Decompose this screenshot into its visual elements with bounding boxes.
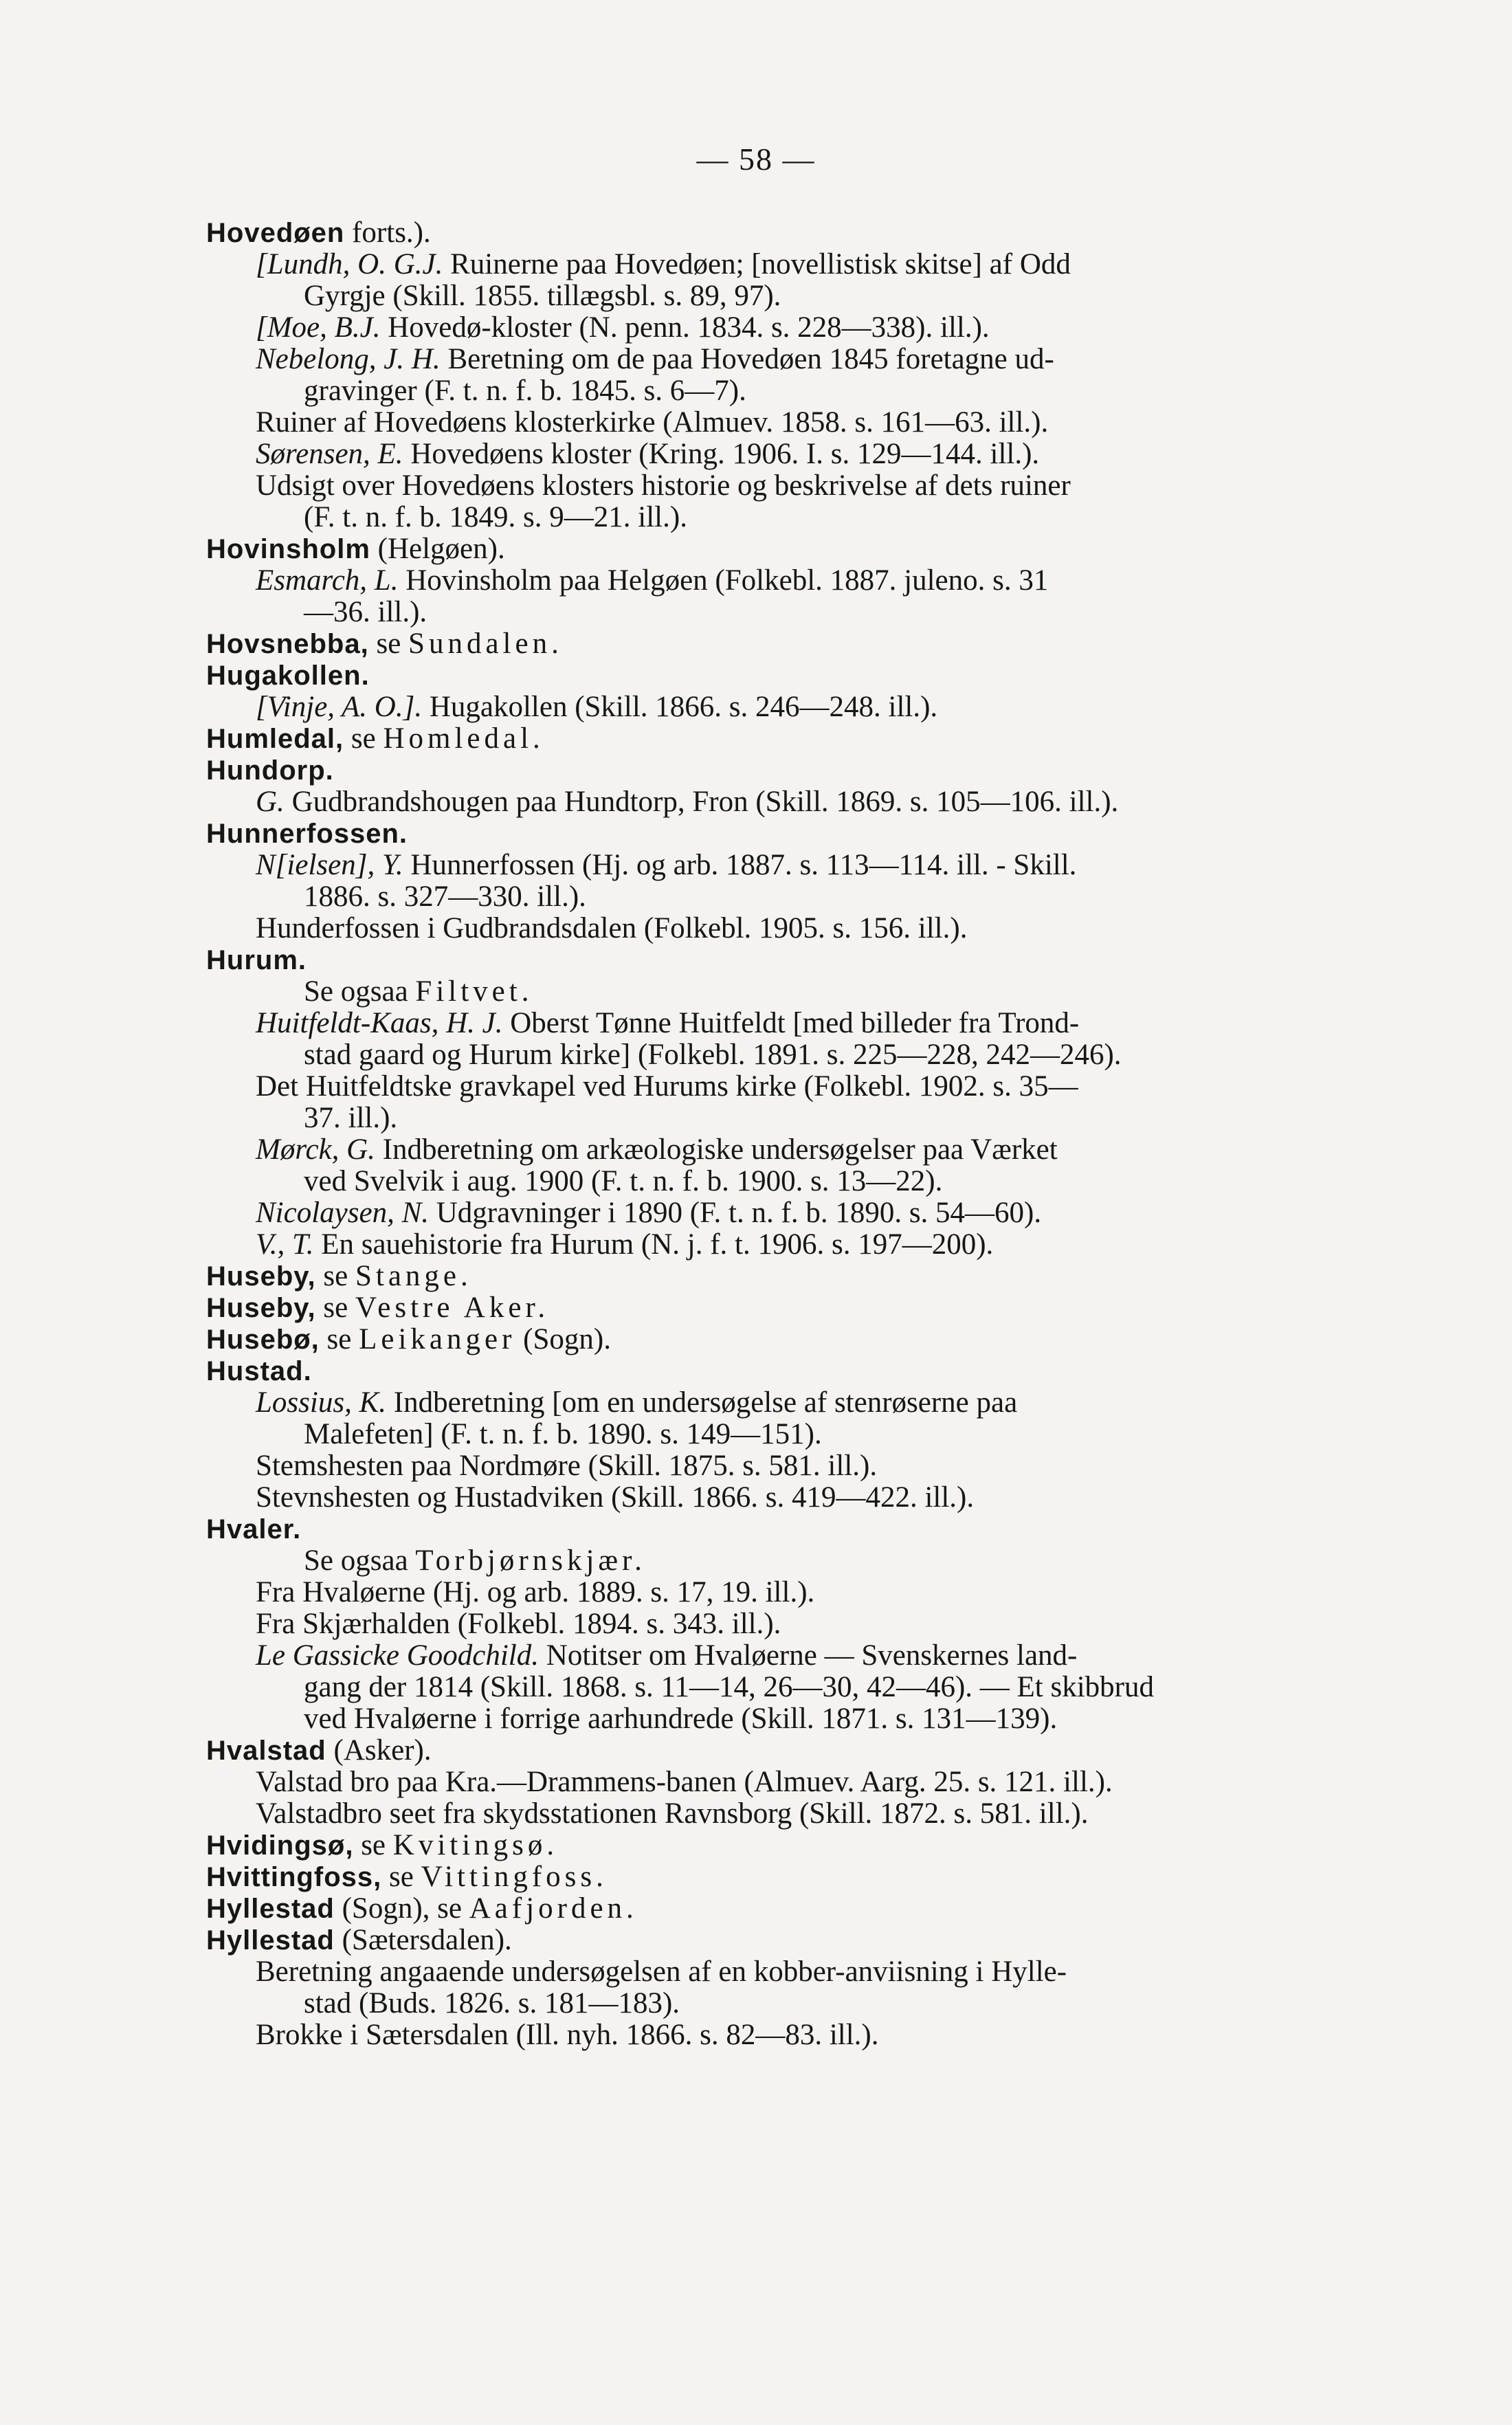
- author-name: [Vinje, A. O.].: [256, 691, 423, 723]
- entry-text: Stevnshesten og Hustadviken (Skill. 1866. s. 419—422. ill.).: [256, 1481, 975, 1514]
- headword: Hovedøen: [206, 218, 345, 248]
- index-headword-line: [206, 944, 1378, 976]
- index-continuation-line: [206, 1103, 1378, 1134]
- cross-reference: Kvitingsø.: [392, 1829, 559, 1861]
- author-name: Huitfeldt-Kaas, H. J.: [256, 1007, 503, 1039]
- author-name: [Moe, B.J.: [256, 311, 381, 344]
- headword: Hovinsholm: [206, 534, 370, 564]
- index-reference-line: [206, 1071, 1378, 1103]
- index-headword-line: [206, 755, 1378, 786]
- entry-text: Indberetning om arkæologiske undersøgelser paa Værket: [375, 1133, 1058, 1166]
- entry-text: Stemshesten paa Nordmøre (Skill. 1875. s. 581. ill.).: [256, 1450, 878, 1482]
- entry-text: Beretning angaaende undersøgelsen af en kobber-anviisning i Hylle-: [256, 1956, 1067, 1988]
- index-continuation-line: [206, 881, 1378, 913]
- cross-reference: Stange.: [355, 1260, 472, 1292]
- index-headword-line: [206, 723, 1378, 755]
- index-continuation-line: [206, 597, 1378, 628]
- author-name: G.: [256, 786, 285, 818]
- index-headword-line: [206, 1324, 1378, 1355]
- entry-text: (Helgøen).: [370, 533, 505, 565]
- author-name: [Lundh, O. G.J.: [256, 248, 443, 280]
- entry-text: se: [381, 1861, 421, 1893]
- author-name: Nicolaysen, N.: [256, 1197, 429, 1229]
- entry-text: —36. ill.).: [304, 596, 427, 628]
- author-name: N[ielsen], Y.: [256, 849, 403, 881]
- entry-text: (Asker).: [326, 1734, 432, 1767]
- index-reference-line: [206, 1134, 1378, 1166]
- headword: Hyllestad: [206, 1894, 335, 1924]
- headword: Husebø,: [206, 1325, 320, 1355]
- entry-text: se: [319, 1323, 359, 1355]
- index-reference-line: [206, 786, 1378, 818]
- entry-text: Fra Skjærhalden (Folkebl. 1894. s. 343. ill.).: [256, 1608, 781, 1640]
- cross-reference: Leikanger: [359, 1323, 516, 1355]
- entry-text: 37. ill.).: [304, 1102, 398, 1134]
- index-continuation-line: [206, 1988, 1378, 2019]
- index-continuation-line: [206, 1039, 1378, 1071]
- author-name: Nebelong, J. H.: [256, 343, 441, 375]
- entry-text: ved Svelvik i aug. 1900 (F. t. n. f. b. 1900. s. 13—22).: [304, 1165, 943, 1197]
- entry-text: Hovinsholm paa Helgøen (Folkebl. 1887. juleno. s. 31: [398, 564, 1049, 597]
- entry-text: Gyrgje (Skill. 1855. tillægsbl. s. 89, 97).: [304, 280, 781, 312]
- index-headword-line: [206, 1735, 1378, 1767]
- index-headword-line: [206, 533, 1378, 565]
- entry-text: se: [344, 722, 383, 755]
- entry-text: Indberetning [om en undersøgelse af stenrøserne paa: [386, 1386, 1018, 1419]
- entry-text: Gudbrandshougen paa Hundtorp, Fron (Skill. 1869. s. 105—106. ill.).: [284, 786, 1119, 818]
- headword: Hovsnebba,: [206, 629, 369, 659]
- index-reference-line: [206, 312, 1378, 344]
- index-reference-line: [206, 1482, 1378, 1514]
- index-reference-line: [206, 913, 1378, 944]
- entry-text: gang der 1814 (Skill. 1868. s. 11—14, 26—30, 42—46). — Et skibbrud: [304, 1671, 1154, 1703]
- cross-reference: Torbjørnskjær.: [415, 1544, 646, 1577]
- cross-reference: Filtvet.: [415, 975, 533, 1008]
- index-reference-line: [206, 1008, 1378, 1039]
- index-reference-line: [206, 344, 1378, 375]
- index-reference-line: [206, 439, 1378, 470]
- index-headword-line: [206, 1861, 1378, 1893]
- index-entries: [206, 217, 1378, 2051]
- index-reference-line: [206, 1608, 1378, 1640]
- index-reference-line: [206, 1956, 1378, 1988]
- author-name: Le Gassicke Goodchild.: [256, 1639, 540, 1672]
- index-headword-line: [206, 660, 1378, 691]
- entry-text: se: [368, 628, 409, 660]
- index-headword-line: [206, 1925, 1378, 1956]
- index-headword-line: [206, 217, 1378, 249]
- index-continuation-line: [206, 280, 1378, 312]
- entry-text: (Sætersdalen).: [334, 1924, 512, 1956]
- index-continuation-line: [206, 1166, 1378, 1197]
- index-headword-line: [206, 818, 1378, 850]
- entry-text: Se ogsaa: [304, 975, 416, 1008]
- entry-text: forts.).: [344, 217, 431, 249]
- index-headword-line: [206, 1830, 1378, 1861]
- index-reference-line: [206, 1229, 1378, 1261]
- index-reference-line: [206, 850, 1378, 881]
- index-headword-line: [206, 1514, 1378, 1545]
- index-headword-line: [206, 628, 1378, 660]
- index-reference-line: [206, 470, 1378, 502]
- headword: Hundorp.: [206, 755, 334, 786]
- index-reference-line: [206, 1577, 1378, 1608]
- index-continuation-line: [206, 1703, 1378, 1735]
- index-continuation-line: [206, 1419, 1378, 1450]
- entry-text: En sauehistorie fra Hurum (N. j. f. t. 1906. s. 197—200).: [313, 1228, 994, 1261]
- index-reference-line: [206, 1767, 1378, 1798]
- entry-text: Ruiner af Hovedøens klosterkirke (Almuev. 1858. s. 161—63. ill.).: [256, 406, 1049, 439]
- headword: Hunnerfossen.: [206, 819, 408, 849]
- entry-text: Brokke i Sætersdalen (Ill. nyh. 1866. s. 82—83. ill.).: [256, 2019, 879, 2051]
- entry-text: stad (Buds. 1826. s. 181—183).: [304, 1987, 680, 2019]
- index-reference-line: [206, 407, 1378, 439]
- headword: Humledal,: [206, 724, 344, 754]
- entry-text: Valstad bro paa Kra.—Drammens-banen (Almuev. Aarg. 25. s. 121. ill.).: [256, 1766, 1113, 1798]
- index-headword-line: [206, 1893, 1378, 1925]
- index-see-also-line: [206, 976, 1378, 1008]
- entry-text: gravinger (F. t. n. f. b. 1845. s. 6—7).: [304, 375, 746, 407]
- index-continuation-line: [206, 502, 1378, 533]
- index-reference-line: [206, 565, 1378, 597]
- entry-text: Fra Hvaløerne (Hj. og arb. 1889. s. 17, 19. ill.).: [256, 1576, 815, 1608]
- index-reference-line: [206, 1798, 1378, 1830]
- index-reference-line: [206, 1450, 1378, 1482]
- entry-text: Hovedøens kloster (Kring. 1906. I. s. 129—144. ill.).: [403, 438, 1040, 470]
- entry-text: (Sogn), se: [334, 1892, 469, 1925]
- headword: Hugakollen.: [206, 661, 370, 691]
- index-reference-line: [206, 1640, 1378, 1672]
- entry-text: (F. t. n. f. b. 1849. s. 9—21. ill.).: [304, 501, 687, 533]
- entry-text: Malefeten] (F. t. n. f. b. 1890. s. 149—151).: [304, 1418, 822, 1450]
- entry-text: stad gaard og Hurum kirke] (Folkebl. 1891. s. 225—228, 242—246).: [304, 1039, 1122, 1071]
- cross-reference: Sundalen.: [408, 628, 563, 660]
- headword: Hustad.: [206, 1356, 312, 1386]
- index-continuation-line: [206, 375, 1378, 407]
- entry-text: Valstadbro seet fra skydsstationen Ravnsborg (Skill. 1872. s. 581. ill.).: [256, 1797, 1089, 1830]
- headword: Hvalstad: [206, 1736, 326, 1766]
- index-headword-line: [206, 1355, 1378, 1387]
- headword: Huseby,: [206, 1261, 316, 1292]
- cross-reference: Aafjorden.: [469, 1892, 638, 1925]
- entry-text: Udgravninger i 1890 (F. t. n. f. b. 1890. s. 54—60).: [429, 1197, 1042, 1229]
- index-see-also-line: [206, 1545, 1378, 1577]
- entry-text: Det Huitfeldtske gravkapel ved Hurums kirke (Folkebl. 1902. s. 35—: [256, 1070, 1078, 1103]
- cross-reference: Vestre Aker.: [355, 1292, 550, 1324]
- index-reference-line: [206, 249, 1378, 280]
- headword: Hyllestad: [206, 1925, 335, 1956]
- index-headword-line: [206, 1292, 1378, 1324]
- entry-text: Se ogsaa: [304, 1544, 416, 1577]
- entry-text: 1886. s. 327—330. ill.).: [304, 881, 586, 913]
- entry-text: Hunnerfossen (Hj. og arb. 1887. s. 113—114. ill. - Skill.: [403, 849, 1077, 881]
- index-reference-line: [206, 2019, 1378, 2051]
- entry-text: Ruinerne paa Hovedøen; [novellistisk skitse] af Odd: [443, 248, 1071, 280]
- entry-text: Hunderfossen i Gudbrandsdalen (Folkebl. 1905. s. 156. ill.).: [256, 912, 968, 944]
- entry-text: Hovedø-kloster (N. penn. 1834. s. 228—338). ill.).: [380, 311, 990, 344]
- entry-text: Oberst Tønne Huitfeldt [med billeder fra Trond-: [502, 1007, 1080, 1039]
- index-continuation-line: [206, 1672, 1378, 1703]
- entry-text: ved Hvaløerne i forrige aarhundrede (Skill. 1871. s. 131—139).: [304, 1703, 1058, 1735]
- headword: Hvaler.: [206, 1514, 302, 1544]
- author-name: Sørensen, E.: [256, 438, 403, 470]
- headword: Hurum.: [206, 945, 307, 975]
- index-reference-line: [206, 1197, 1378, 1229]
- headword: Huseby,: [206, 1293, 316, 1323]
- index-reference-line: [206, 1387, 1378, 1419]
- entry-text: Hugakollen (Skill. 1866. s. 246—248. ill.).: [422, 691, 938, 723]
- headword: Hvittingfoss,: [206, 1862, 382, 1892]
- index-reference-line: [206, 691, 1378, 723]
- author-name: V., T.: [256, 1228, 314, 1261]
- author-name: Mørck, G.: [256, 1133, 375, 1166]
- author-name: Esmarch, L.: [256, 564, 399, 597]
- entry-text: Beretning om de paa Hovedøen 1845 foretagne ud-: [440, 343, 1054, 375]
- page-number: — 58 —: [696, 142, 816, 177]
- entry-text: se: [315, 1260, 355, 1292]
- index-headword-line: [206, 1261, 1378, 1292]
- entry-text: se: [353, 1829, 393, 1861]
- entry-text: se: [315, 1292, 355, 1324]
- cross-reference: Vittingfoss.: [421, 1861, 608, 1893]
- author-name: Lossius, K.: [256, 1386, 386, 1419]
- headword: Hvidingsø,: [206, 1830, 354, 1861]
- entry-text: Notitser om Hvaløerne — Svenskernes land-: [539, 1639, 1078, 1672]
- entry-text: Udsigt over Hovedøens klosters historie og beskrivelse af dets ruiner: [256, 469, 1071, 502]
- cross-reference: Homledal.: [383, 722, 544, 755]
- entry-text: (Sogn).: [515, 1323, 611, 1355]
